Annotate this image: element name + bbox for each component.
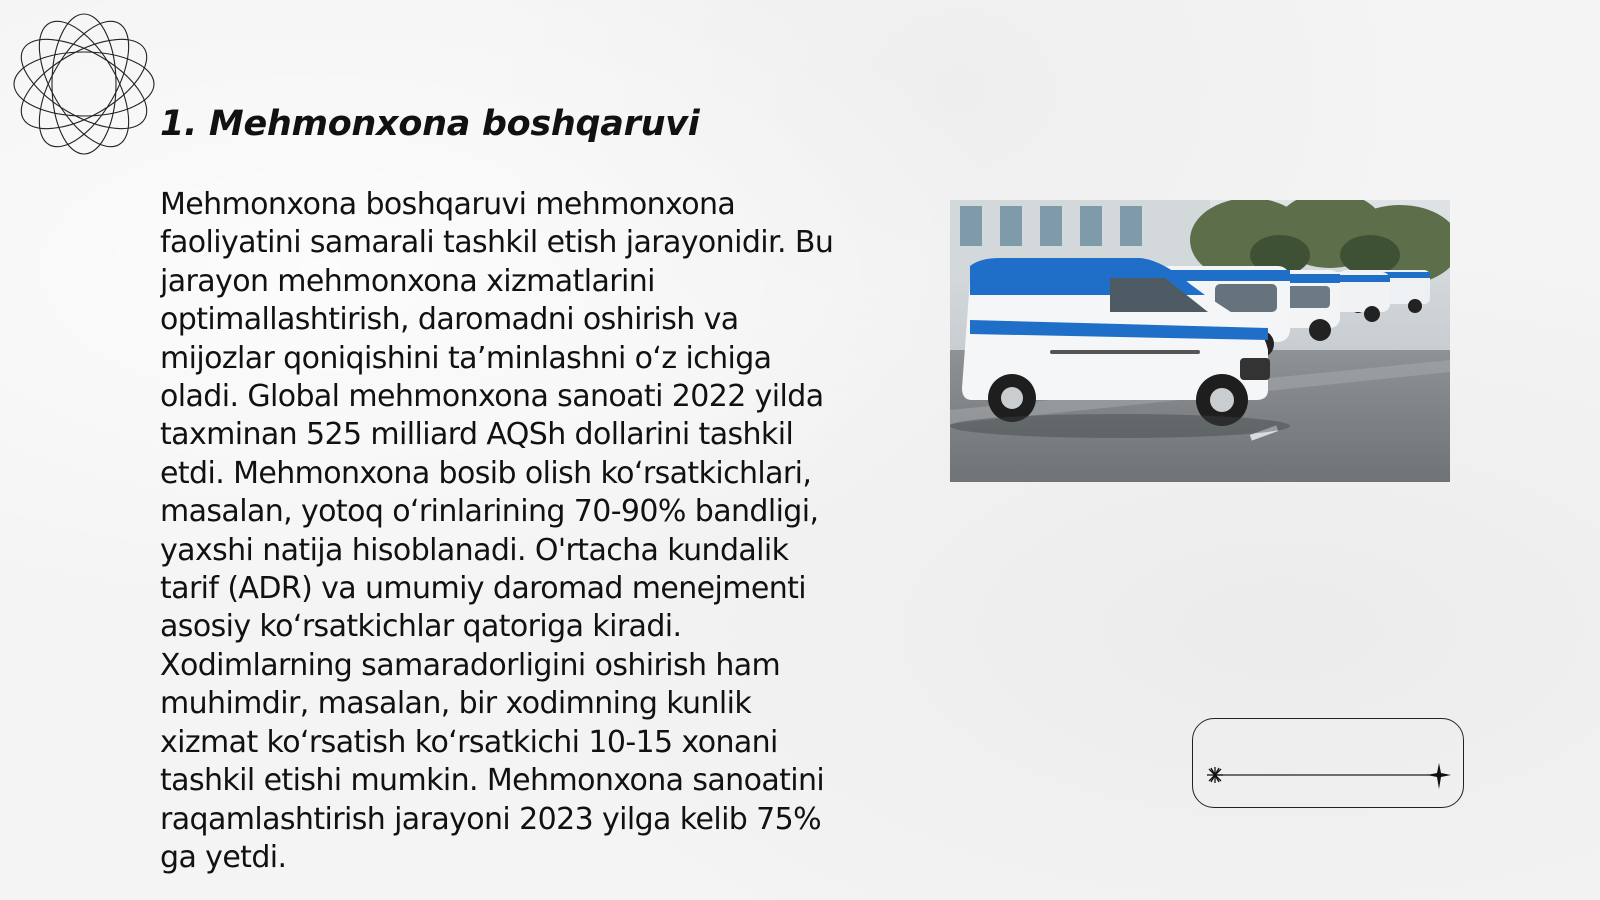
vans-photo: [950, 200, 1450, 482]
sunburst-icon: [1207, 767, 1223, 783]
slide-body-text: Mehmonxona boshqaruvi mehmonxona faoliyatini samarali tashkil etish jarayonidir. Bu jarayon mehmonxona xizmatlarini optimallashtirish, daromadni oshirish va mijozlar qoniqishini ta’minlashni o‘z ichiga oladi. Global mehmonxona sanoati 2022 yilda taxminan 525 milliard AQSh dollarini tashkil etdi. Mehmonxona bosib olish ko‘rsatkichlari, masalan, yotoq o‘rinlarining 70-90% bandligi, yaxshi natija hisoblanadi. O'rtacha kundalik tarif (ADR) va umumiy daromad menejmenti asosiy ko‘rsatkichlar qatoriga kiradi. Xodimlarning samaradorligini oshirish ham muhimdir, masalan, bir xodimning kunlik xizmat ko‘rsatish ko‘rsatkichi 10-15 xonani tashkil etishi mumkin. Mehmonxona sanoatini raqamlashtirish jarayoni 2023 yilga kelib 75% ga yetdi.: [160, 187, 834, 875]
interlocking-circles-ornament-icon: [10, 10, 158, 158]
slide-title: 1. Mehmonxona boshqaruvi: [160, 104, 700, 144]
sparkle-star-icon: [1427, 763, 1451, 789]
timeline-decoration: [1192, 718, 1464, 808]
